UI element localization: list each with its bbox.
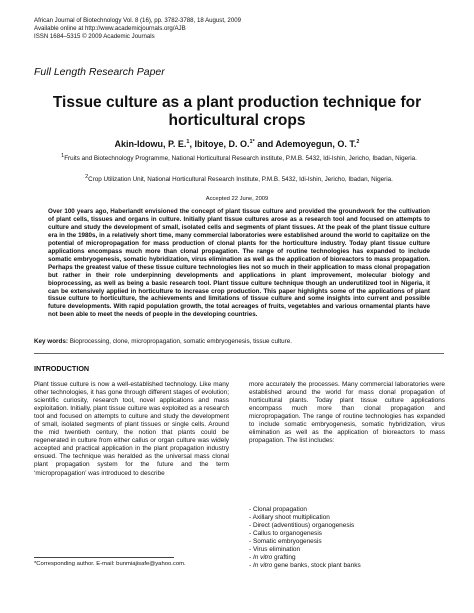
list-bullet: - — [249, 554, 253, 562]
author-1: Akin-Idowu, P. E. — [114, 139, 187, 149]
list-item — [249, 538, 361, 546]
list-item-text: Clonal propagation — [252, 506, 307, 513]
list-item — [249, 554, 361, 562]
list-item-text: Somatic embryogenesis — [252, 538, 322, 546]
list-item-text: gene banks, stock plant banks — [272, 562, 361, 570]
list-item — [249, 530, 361, 538]
author-separator: , — [189, 139, 195, 149]
paper-type: Full Length Research Paper — [34, 66, 165, 78]
list-item-text: Callus to organogenesis — [252, 530, 323, 538]
affiliation-2 — [34, 173, 444, 184]
affiliation-2-mark: 2 — [85, 173, 89, 180]
author-2: Ibitoye, D. O. — [194, 139, 250, 149]
affiliation-1-text: Fruits and Biotechnology Programme, National Horticultural Research institute, P.M.B. 5432, Idi-Ishin, Jericho, Ibadan, Nigeria. — [64, 155, 417, 162]
list-item-text: Direct (adventitious) organogenesis — [252, 522, 355, 530]
keywords-label: Key words: — [34, 338, 68, 345]
list-bullet: - — [249, 538, 253, 546]
affiliation-1-mark: 1 — [61, 152, 65, 159]
introduction-heading: INTRODUCTION — [34, 364, 90, 373]
accepted-date: Accepted 22 June, 2009 — [205, 196, 269, 202]
author-2-affiliation-mark: 1 — [249, 139, 253, 145]
author-list — [20, 139, 454, 149]
technology-list — [249, 506, 361, 570]
author-1-affiliation-mark: 1 — [186, 139, 190, 145]
author-3-affiliation-mark: 2 — [356, 139, 360, 145]
author-separator-and: and — [254, 139, 276, 149]
list-item-italic: In vitro — [252, 554, 273, 562]
list-item — [249, 514, 361, 522]
keywords-text: Bioprocessing, clone, micropropagation, somatic embryogenesis, tissue culture. — [67, 338, 292, 345]
list-item — [249, 546, 361, 554]
affiliation-1 — [34, 152, 444, 163]
list-bullet: - — [249, 530, 253, 538]
journal-header — [34, 17, 241, 41]
introduction-column-1: Plant tissue culture is now a well-established technology. Like many other technologies, it has gone through different stages of evolution; scientific curiosity, research tool, novel applications and mass exploitation. Initially, plant tissue culture was exploited as a research tool and focused on attempts to culture and study the development of small, isolated segments of plant tissues or single cells. Around the mid twentieth century, the notion that plants could be regenerated in culture from either callus or organ culture was widely accepted and practical application in the plant propagation industry ensued. The technique was heralded as the universal mass clonal plant propagation system for the future and the term ‘micropropagation’ was introduced to describe — [34, 381, 229, 477]
corresponding-author-footnote: *Corresponding author. E-mail: bunmiajisafe@yahoo.com. — [34, 561, 186, 567]
author-3: Ademoyegun, O. T. — [275, 139, 357, 149]
paper-title: Tissue culture as a plant production technique for horticultural crops — [52, 94, 422, 129]
introduction-column-2: more accurately the processes. Many commercial laboratories were established around the world for mass clonal propagation of horticultural plants. Today plant tissue culture applications encompass much more than clonal propagation and micropropagation. The range of routine technologies has expanded to include somatic embryogenesis, somatic hybridization, virus elimination as well as the application of bioreactors to mass propagation. The list includes: — [249, 381, 445, 445]
section-divider — [34, 353, 444, 354]
list-bullet: - — [249, 514, 253, 522]
list-item-italic: In vitro — [252, 562, 273, 570]
list-bullet: - — [249, 506, 253, 513]
list-item-text: Virus elimination — [252, 546, 301, 554]
list-item-text: Axillary shoot multiplication — [252, 514, 330, 522]
list-bullet: - — [249, 546, 253, 554]
journal-citation: African Journal of Biotechnology Vol. 8 (16), pp. 3782-3788, 18 August, 2009 — [34, 17, 241, 24]
footnote-rule — [34, 557, 174, 558]
affiliation-2-text: Crop Utilization Unit, National Horticultural Research Institute, P.M.B. 5432, Idi-Ishin, Jericho, Ibadan, Nigeria. — [88, 176, 393, 183]
list-item — [249, 522, 361, 530]
list-item-text: grafting — [272, 554, 296, 562]
journal-issn: ISSN 1684–5315 © 2009 Academic Journals — [34, 33, 155, 40]
list-bullet: - — [249, 522, 253, 530]
abstract: Over 100 years ago, Haberlandt envisioned the concept of plant tissue culture and provided the groundwork for the cultivation of plant cells, tissues and organs in culture. Initially plant tissue cultures arose as a research tool and focused on attempts to culture and study the development of small, isolated cells and segments of plant tissues. At the peak of the plant tissue culture era in the 1980s, in a relatively short time, many commercial laboratories were established around the world to capitalize on the potential of micropropagation for mass production of clonal plants for the horticulture industry. Today plant tissue culture applications encompass much more than clonal propagation. The range of routine technologies has expanded to include somatic embryogenesis, somatic hybridization, virus elimination as well as the application of bioreactors to mass propagation. Perhaps the greatest value of these tissue culture technologies lies not so much in their application to mass clonal propagation but rather in their role underpinning developments and applications in plant improvement, molecular biology and bioprocessing, as well as being a basic research tool. Plant tissue culture technique though an underutilized tool in Nigeria, it can be extensively applied in horticulture to increase crop production. This paper highlights some of the applications of plant tissue culture to horticulture, the achievements and limitations of tissue culture and some insights into current and possible future developments. With rapid population growth, the total acreages of fruits, vegetables and various ornamental plants have not been able to meet the needs of people in the developing countries. — [48, 208, 430, 319]
journal-url: Available online at http://www.academicjournals.org/AJB — [34, 25, 186, 32]
corresponding-author-mark: * — [252, 139, 255, 145]
list-item — [249, 506, 361, 514]
keywords — [34, 338, 292, 345]
list-bullet: - — [249, 562, 253, 570]
list-item — [249, 562, 361, 570]
